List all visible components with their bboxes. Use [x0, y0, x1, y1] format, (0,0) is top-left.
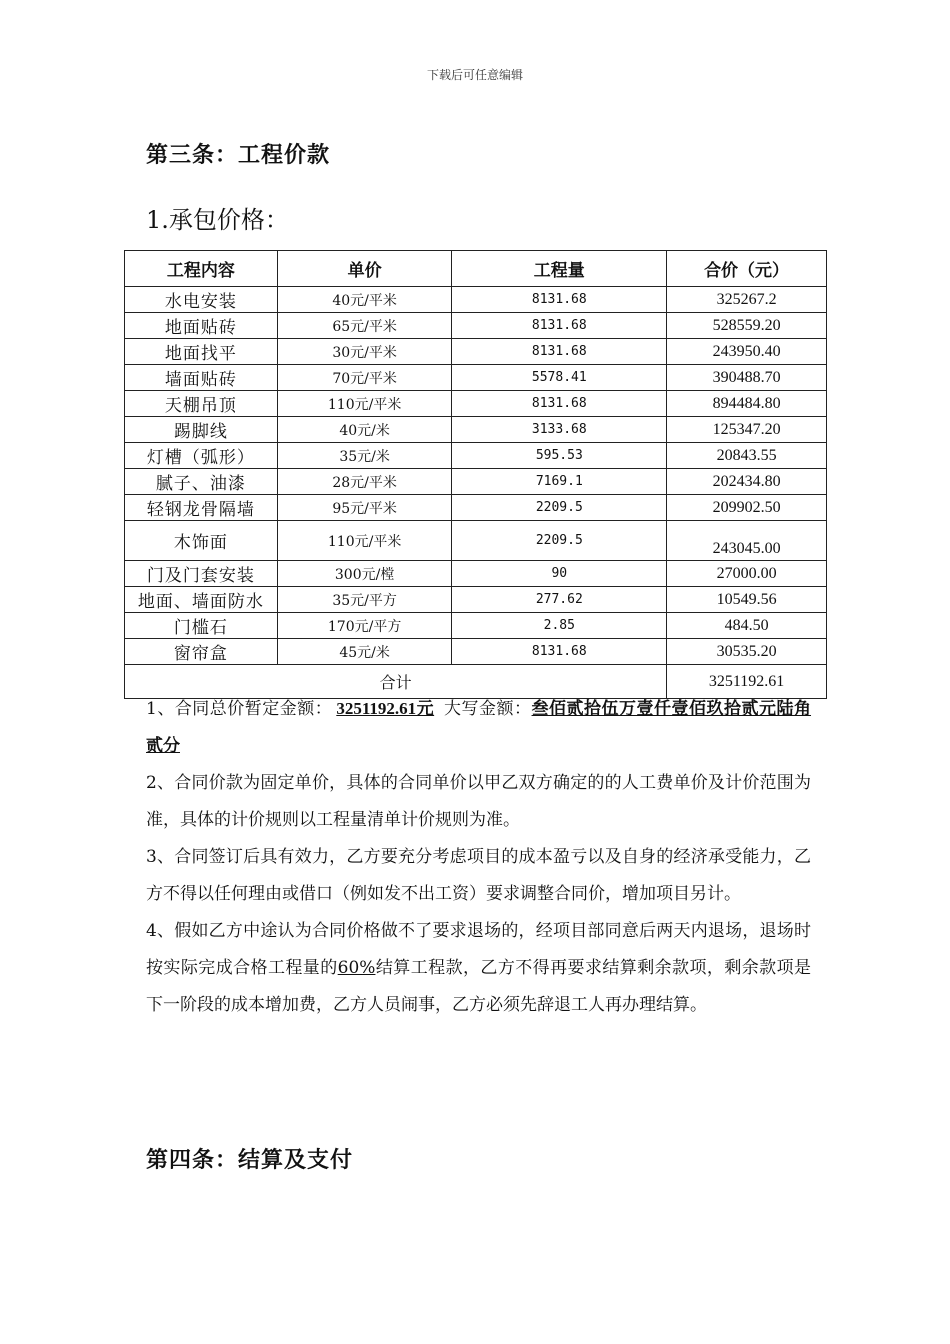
total-price-cell: 20843.55 — [667, 443, 827, 469]
item-name-cell: 门槛石 — [125, 613, 278, 639]
quantity-cell: 8131.68 — [452, 313, 667, 339]
quantity-cell: 8131.68 — [452, 287, 667, 313]
clause-2: 2、合同价款为固定单价，具体的合同单价以甲乙双方确定的的人工费单价及计价范围为准，具体的计价规则以工程量清单计价规则为准。 — [146, 773, 811, 830]
clause-3: 3、合同签订后具有效力，乙方要充分考虑项目的成本盈亏以及自身的经济承受能力，乙方不得以任何理由或借口（例如发不出工资）要求调整合同价，增加项目另计。 — [146, 847, 811, 904]
quantity-cell: 8131.68 — [452, 339, 667, 365]
table-row — [125, 639, 827, 665]
total-price-cell: 484.50 — [667, 613, 827, 639]
total-price-cell: 30535.20 — [667, 639, 827, 665]
total-price-cell: 125347.20 — [667, 417, 827, 443]
item-name-cell: 门及门套安装 — [125, 561, 278, 587]
item-name-cell: 木饰面 — [125, 521, 278, 561]
table-row — [125, 495, 827, 521]
item-name-cell: 天棚吊顶 — [125, 391, 278, 417]
table-row — [125, 365, 827, 391]
total-price-cell: 243950.40 — [667, 339, 827, 365]
quantity-cell: 595.53 — [452, 443, 667, 469]
section-1-title: 1.承包价格： — [146, 206, 289, 234]
col-header-unit-price: 单价 — [277, 251, 452, 287]
col-header-total: 合价（元） — [667, 251, 827, 287]
quantity-cell: 8131.68 — [452, 391, 667, 417]
clause-1-prefix: 1、合同总价暂定金额： — [146, 699, 333, 719]
unit-price-cell: 95元/平米 — [277, 495, 452, 521]
table-row — [125, 469, 827, 495]
item-name-cell: 踢脚线 — [125, 417, 278, 443]
clauses-block — [146, 690, 811, 1024]
total-price-cell: 27000.00 — [667, 561, 827, 587]
unit-price-cell: 35元/米 — [277, 443, 452, 469]
table-row — [125, 313, 827, 339]
unit-price-cell: 170元/平方 — [277, 613, 452, 639]
table-row — [125, 287, 827, 313]
unit-price-cell: 35元/平方 — [277, 587, 452, 613]
unit-price-cell: 70元/平米 — [277, 365, 452, 391]
table-row — [125, 391, 827, 417]
total-price-cell: 390488.70 — [667, 365, 827, 391]
total-price-cell: 243045.00 — [667, 521, 827, 561]
total-price-cell: 528559.20 — [667, 313, 827, 339]
quantity-cell: 277.62 — [452, 587, 667, 613]
item-name-cell: 地面找平 — [125, 339, 278, 365]
table-row — [125, 417, 827, 443]
clause-4-part-2: 结算工程款，乙方不得再要求结算剩余款项，剩余款项是下一阶段的成本增加费，乙方人员闹事，乙方必须先辞退工人再办理结算。 — [146, 958, 812, 1015]
table-row — [125, 521, 827, 561]
col-header-content: 工程内容 — [125, 251, 278, 287]
unit-price-cell: 28元/平米 — [277, 469, 452, 495]
page-header-note: 下载后可任意编辑 — [426, 68, 523, 82]
unit-price-cell: 110元/平米 — [277, 521, 452, 561]
table-row — [125, 443, 827, 469]
item-name-cell: 水电安装 — [125, 287, 278, 313]
table-row — [125, 587, 827, 613]
quantity-cell: 2209.5 — [452, 521, 667, 561]
caps-amount-value: 叁佰贰拾伍万壹仟壹佰玖拾贰元陆角贰分 — [146, 699, 812, 756]
quantity-cell: 8131.68 — [452, 639, 667, 665]
quantity-cell: 5578.41 — [452, 365, 667, 391]
unit-price-cell: 300元/樘 — [277, 561, 452, 587]
item-name-cell: 墙面贴砖 — [125, 365, 278, 391]
total-price-cell: 10549.56 — [667, 587, 827, 613]
quantity-cell: 7169.1 — [452, 469, 667, 495]
quantity-cell: 3133.68 — [452, 417, 667, 443]
total-price-cell: 325267.2 — [667, 287, 827, 313]
item-name-cell: 腻子、油漆 — [125, 469, 278, 495]
sum-label: 合计 — [125, 665, 667, 699]
quantity-cell: 2.85 — [452, 613, 667, 639]
col-header-quantity: 工程量 — [452, 251, 667, 287]
price-table — [124, 250, 827, 699]
contract-amount: 3251192.61元 — [336, 699, 435, 718]
item-name-cell: 窗帘盒 — [125, 639, 278, 665]
table-row — [125, 339, 827, 365]
clause-4 — [146, 913, 811, 1024]
unit-price-cell: 30元/平米 — [277, 339, 452, 365]
caps-amount-label: 大写金额： — [444, 699, 532, 719]
table-header-row — [125, 251, 827, 287]
unit-price-cell: 40元/米 — [277, 417, 452, 443]
article-3-title: 第三条：工程价款 — [146, 143, 331, 168]
item-name-cell: 地面、墙面防水 — [125, 587, 278, 613]
table-row — [125, 613, 827, 639]
sum-total: 3251192.61 — [667, 665, 827, 699]
unit-price-cell: 110元/平米 — [277, 391, 452, 417]
item-name-cell: 灯槽（弧形） — [125, 443, 278, 469]
total-price-cell: 202434.80 — [667, 469, 827, 495]
table-row — [125, 561, 827, 587]
article-4-title: 第四条：结算及支付 — [146, 1148, 354, 1173]
item-name-cell: 地面贴砖 — [125, 313, 278, 339]
unit-price-cell: 65元/平米 — [277, 313, 452, 339]
clause-1 — [146, 690, 811, 765]
unit-price-cell: 40元/平米 — [277, 287, 452, 313]
quantity-cell: 90 — [452, 561, 667, 587]
item-name-cell: 轻钢龙骨隔墙 — [125, 495, 278, 521]
quantity-cell: 2209.5 — [452, 495, 667, 521]
clause-4-part-1: 4、假如乙方中途认为合同价格做不了要求退场的，经项目部同意后两天内退场，退场时按实际完成合格工程量的 — [146, 921, 811, 978]
settlement-percentage: 60% — [337, 958, 376, 978]
unit-price-cell: 45元/米 — [277, 639, 452, 665]
total-price-cell: 209902.50 — [667, 495, 827, 521]
total-price-cell: 894484.80 — [667, 391, 827, 417]
